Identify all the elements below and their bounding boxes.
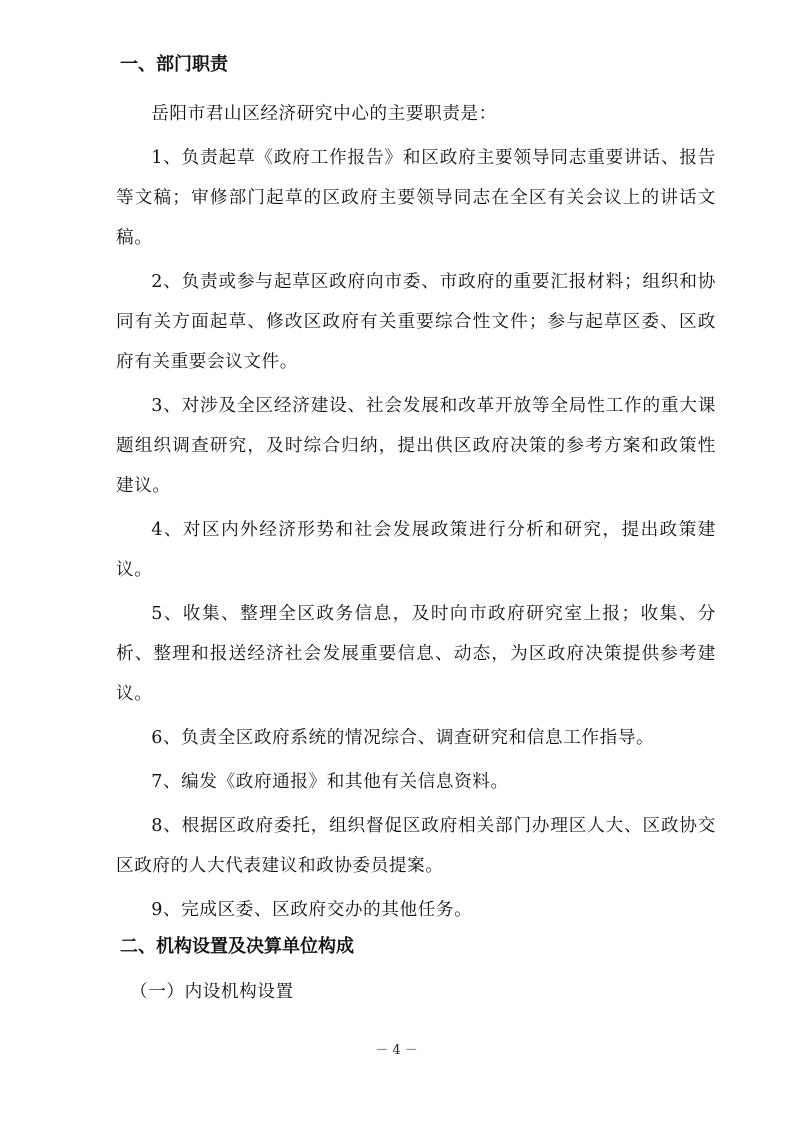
duty-item-9: 9、完成区委、区政府交办的其他任务。 [151, 900, 473, 920]
duty-item-3: 3、对涉及全区经济建设、社会发展和改革开放等全局性工作的重大课题组织调查研究，及时综合归纳，提出供区政府决策的参考方案和政策性建议。 [116, 396, 716, 496]
duties-intro: 岳阳市君山区经济研究中心的主要职责是： [151, 104, 497, 124]
duty-item-1: 1、负责起草《政府工作报告》和区政府主要领导同志重要讲话、报告等文稿；审修部门起草的区政府主要领导同志在全区有关会议上的讲话文稿。 [116, 148, 716, 248]
duty-item-2: 2、负责或参与起草区政府向市委、市政府的重要汇报材料；组织和协同有关方面起草、修改区政府有关重要综合性文件；参与起草区委、区政府有关重要会议文件。 [116, 272, 716, 372]
duty-item-8: 8、根据区政府委托，组织督促区政府相关部门办理区人大、区政协交区政府的人大代表建议和政协委员提案。 [116, 816, 716, 876]
document-body [116, 52, 716, 1008]
duty-item-7: 7、编发《政府通报》和其他有关信息资料。 [151, 772, 509, 792]
duty-item-5: 5、收集、整理全区政务信息，及时向市政府研究室上报；收集、分析、整理和报送经济社会发展重要信息、动态，为区政府决策提供参考建议。 [116, 604, 716, 704]
section-heading-organization: 二、机构设置及决算单位构成 [120, 936, 354, 957]
subsection-internal-structure: （一）内设机构设置 [130, 982, 294, 1002]
page-number: － 4 － [375, 1043, 418, 1058]
section-heading-duties: 一、部门职责 [120, 54, 228, 75]
duty-item-6: 6、负责全区政府系统的情况综合、调查研究和信息工作指导。 [151, 728, 655, 748]
duty-item-4: 4、对区内外经济形势和社会发展政策进行分析和研究，提出政策建议。 [116, 520, 716, 580]
